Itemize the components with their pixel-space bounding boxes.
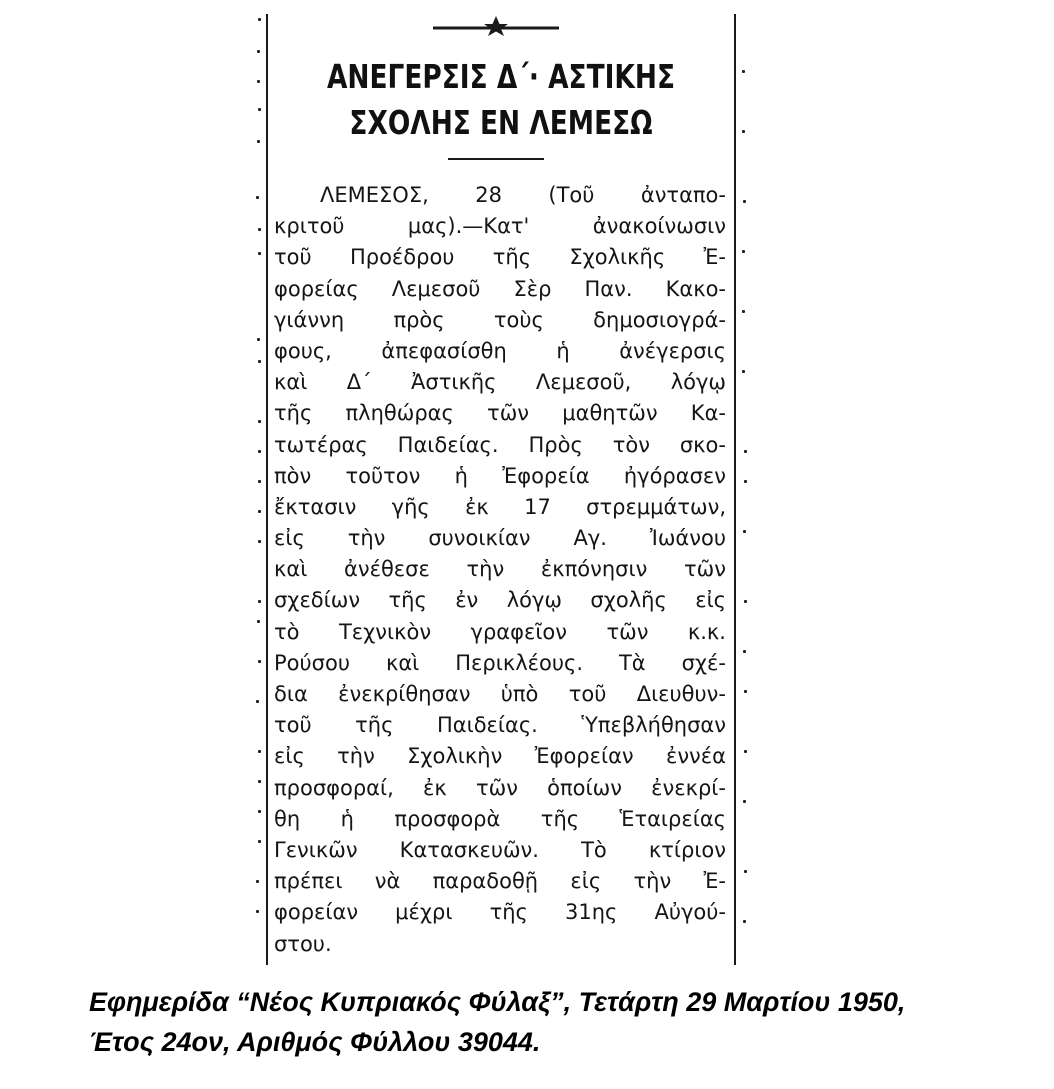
headline-line-2: ΣΧΟΛΗΣ ΕΝ ΛΕΜΕΣΩ (349, 103, 653, 142)
article-body (274, 180, 726, 960)
headline (321, 54, 681, 146)
margin-speck (744, 750, 747, 753)
margin-speck (258, 450, 261, 453)
margin-speck (743, 530, 746, 533)
margin-speck (742, 310, 745, 313)
article-line: Ρούσου καὶ Περικλέους. Τὰ σχέ- (274, 650, 726, 675)
margin-speck (258, 600, 261, 603)
article-line: τοῦ τῆς Παιδείας. Ὑπεβλήθησαν (274, 713, 726, 738)
source-caption (89, 982, 1019, 1062)
margin-speck (257, 50, 260, 53)
headline-line-1: ΑΝΕΓΕΡΣΙΣ Δ΄· ΑΣΤΙΚΗΣ (326, 57, 676, 96)
article-line: φους, ἀπεφασίσθη ἡ ἀνέγερσις (274, 338, 726, 363)
article-line: δια ἐνεκρίθησαν ὑπὸ τοῦ Διευθυν- (274, 682, 726, 706)
margin-speck (258, 780, 261, 783)
caption-line-2: Έτος 24ον, Αριθμός Φύλλου 39044. (89, 1027, 541, 1057)
margin-speck (742, 130, 745, 133)
article-line: πρέπει νὰ παραδοθῇ εἰς τὴν Ἐ- (274, 869, 726, 894)
article-line: τὸ Τεχνικὸν γραφεῖον τῶν κ.κ. (274, 619, 726, 644)
article-line: φορείαν μέχρι τῆς 31ης Αὐγού- (274, 900, 726, 925)
margin-speck (258, 660, 261, 663)
article-line: θη ἡ προσφορὰ τῆς Ἑταιρείας (274, 806, 726, 831)
margin-speck (743, 800, 746, 803)
article-line: εἰς τὴν Σχολικὴν Ἐφορείαν ἐννέα (274, 744, 726, 769)
margin-speck (256, 196, 259, 199)
margin-speck (257, 338, 260, 341)
margin-speck (744, 600, 747, 603)
margin-speck (257, 140, 260, 143)
left-margin-marks (256, 10, 264, 965)
margin-speck (742, 370, 745, 373)
margin-speck (744, 690, 747, 693)
margin-speck (258, 510, 261, 513)
margin-speck (744, 480, 747, 483)
margin-speck (742, 70, 745, 73)
margin-speck (258, 228, 261, 231)
caption-line-1: Εφημερίδα “Νέος Κυπριακός Φύλαξ”, Τετάρτη 29 Μαρτίου 1950, (89, 987, 906, 1017)
article-line: σχεδίων τῆς ἐν λόγῳ σχολῆς εἰς (274, 588, 726, 613)
margin-speck (744, 870, 747, 873)
margin-speck (743, 650, 746, 653)
margin-speck (257, 80, 260, 83)
margin-speck (258, 840, 261, 843)
margin-speck (258, 252, 261, 255)
margin-speck (258, 108, 261, 111)
margin-speck (256, 700, 259, 703)
article-line: τωτέρας Παιδείας. Πρὸς τὸν σκο- (274, 432, 726, 457)
margin-speck (742, 250, 745, 253)
margin-speck (256, 910, 259, 913)
newspaper-clipping (256, 10, 746, 965)
margin-speck (743, 920, 746, 923)
article-line: κριτοῦ μας).—Κατ' ἀνακοίνωσιν (274, 214, 726, 239)
column-rule-left (266, 14, 268, 965)
article-line: φορείας Λεμεσοῦ Σὲρ Παν. Κακο- (274, 276, 726, 301)
article-line: τοῦ Προέδρου τῆς Σχολικῆς Ἐ- (274, 245, 726, 270)
margin-speck (744, 450, 747, 453)
article-line: εἰς τὴν συνοικίαν Αγ. Ἰωάνου (274, 526, 726, 551)
article-line: γιάννη πρὸς τοὺς δημοσιογρά- (274, 307, 726, 332)
article-line: ἔκτασιν γῆς ἐκ 17 στρεμμάτων, (274, 494, 726, 519)
margin-speck (258, 810, 261, 813)
article-line: πὸν τοῦτον ἡ Ἐφορεία ἠγόρασεν (274, 463, 726, 488)
article-line: Γενικῶν Κατασκευῶν. Τὸ κτίριον (274, 837, 726, 862)
margin-speck (257, 620, 260, 623)
margin-speck (258, 540, 261, 543)
article-line: καὶ ἀνέθεσε τὴν ἐκπόνησιν τῶν (274, 557, 726, 582)
star-ornament-icon (431, 16, 561, 36)
article-line: προσφοραί, ἐκ τῶν ὁποίων ἐνεκρί- (274, 775, 726, 800)
article-line: καὶ Δ΄ Ἀστικῆς Λεμεσοῦ, λόγῳ (274, 370, 726, 395)
margin-speck (258, 480, 261, 483)
margin-speck (258, 18, 261, 21)
margin-speck (256, 880, 259, 883)
margin-speck (258, 750, 261, 753)
column-rule-right (734, 14, 736, 965)
article-line: στου. (274, 931, 332, 956)
headline-divider (448, 158, 544, 160)
margin-speck (258, 360, 261, 363)
right-margin-marks (742, 10, 750, 965)
article-line: τῆς πληθώρας τῶν μαθητῶν Κα- (274, 401, 726, 426)
margin-speck (258, 420, 261, 423)
article-line: ΛΕΜΕΣΟΣ, 28 (Τοῦ ἀνταπο- (320, 183, 726, 207)
margin-speck (743, 200, 746, 203)
